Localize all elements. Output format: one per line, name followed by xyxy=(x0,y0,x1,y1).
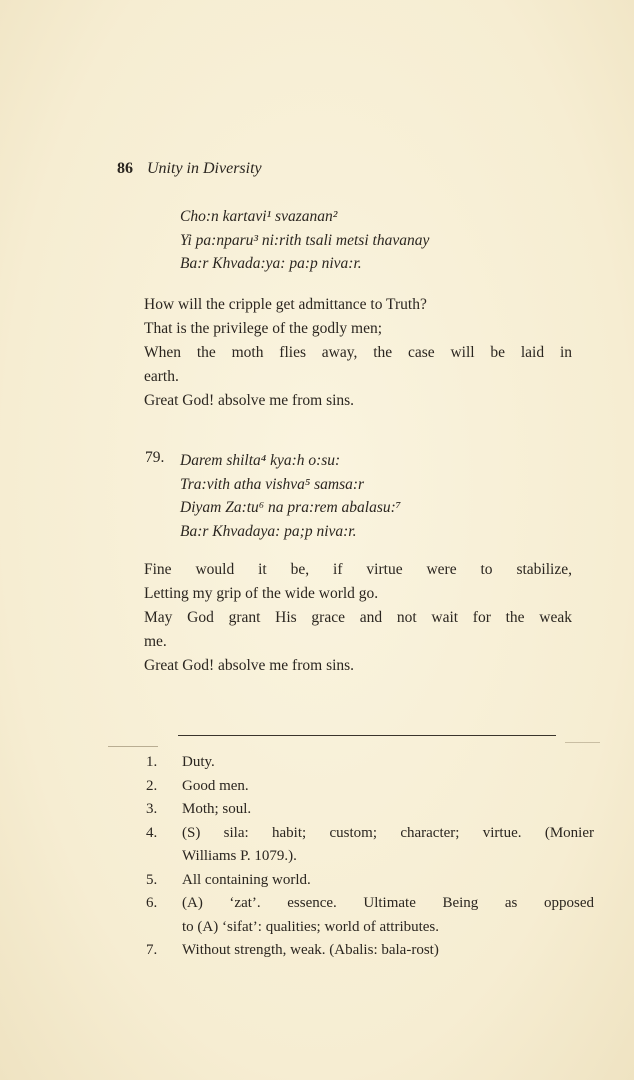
bleed-through-mark xyxy=(565,742,600,743)
verse-number: 79. xyxy=(145,449,165,466)
verse-line: Diyam Za:tu⁶ na pra:rem abalasu:⁷ xyxy=(180,499,402,516)
verse-line: Yi pa:nparu³ ni:rith tsali metsi thavanay xyxy=(180,231,430,249)
prose-line: Great God! absolve me from sins. xyxy=(144,657,355,674)
footnote-text: Duty. xyxy=(182,754,215,770)
prose-line: May God grant His grace and not wait for the weak xyxy=(144,609,572,626)
prose-line: earth. xyxy=(144,368,179,385)
footnote xyxy=(146,892,594,939)
page-number: 86 xyxy=(117,160,133,177)
prose-line: Great God! absolve me from sins. xyxy=(144,392,355,409)
footnote-text: (S) sila: habit; custom; character; virtue. (Monier xyxy=(182,824,594,841)
translation-a xyxy=(144,293,572,413)
footnote-number: 1. xyxy=(146,754,158,770)
prose-line: When the moth flies away, the case will be laid in xyxy=(144,344,572,361)
footnote-text: (A) ‘zat’. essence. Ultimate Being as opposed xyxy=(182,895,594,911)
prose-line: Fine would it be, if virtue were to stabilize, xyxy=(144,561,572,578)
prose-line: me. xyxy=(144,633,167,650)
footnote xyxy=(146,775,594,799)
footnote xyxy=(146,869,594,893)
footnote-text: Without strength, weak. (Abalis: bala-rost) xyxy=(182,942,439,958)
footnote-number: 2. xyxy=(146,777,158,794)
footnote-number: 4. xyxy=(146,824,158,841)
prose-line: How will the cripple get admittance to Truth? xyxy=(144,296,427,313)
prose-line: That is the privilege of the godly men; xyxy=(144,320,383,337)
footnote-number: 7. xyxy=(146,942,158,958)
verse-transliteration-a xyxy=(180,205,429,276)
footnote xyxy=(146,798,594,822)
footnote-number: 3. xyxy=(146,801,158,817)
verse-line: Ba:r Khvada:ya: pa:p niva:r. xyxy=(180,255,362,272)
verse-line: Darem shilta⁴ kya:h o:su: xyxy=(180,452,341,469)
verse-line: Ba:r Khvadaya: pa;p niva:r. xyxy=(180,522,357,540)
footnote-text: Williams P. 1079.). xyxy=(182,848,297,864)
translation-b xyxy=(144,558,572,678)
footnote-text: Good men. xyxy=(182,777,249,794)
verse-line: Tra:vith atha vishva⁵ samsa:r xyxy=(180,475,365,493)
footnote-number: 6. xyxy=(146,895,158,911)
footnote-text: to (A) ‘sifat’: qualities; world of attributes. xyxy=(182,918,440,935)
verse-transliteration-79 xyxy=(180,449,401,543)
bleed-through-mark xyxy=(108,746,158,747)
prose-line: Letting my grip of the wide world go. xyxy=(144,585,379,602)
footnote-text: Moth; soul. xyxy=(182,801,252,817)
verse-line: Cho:n kartavi¹ svazanan² xyxy=(180,208,338,225)
book-title: Unity in Diversity xyxy=(147,160,262,177)
footnotes xyxy=(146,751,594,963)
running-header xyxy=(117,160,262,178)
footnote-divider xyxy=(178,735,556,736)
footnote xyxy=(146,939,594,963)
footnote xyxy=(146,751,594,775)
footnote xyxy=(146,822,594,869)
footnote-number: 5. xyxy=(146,871,158,888)
footnote-text: All containing world. xyxy=(182,871,311,888)
